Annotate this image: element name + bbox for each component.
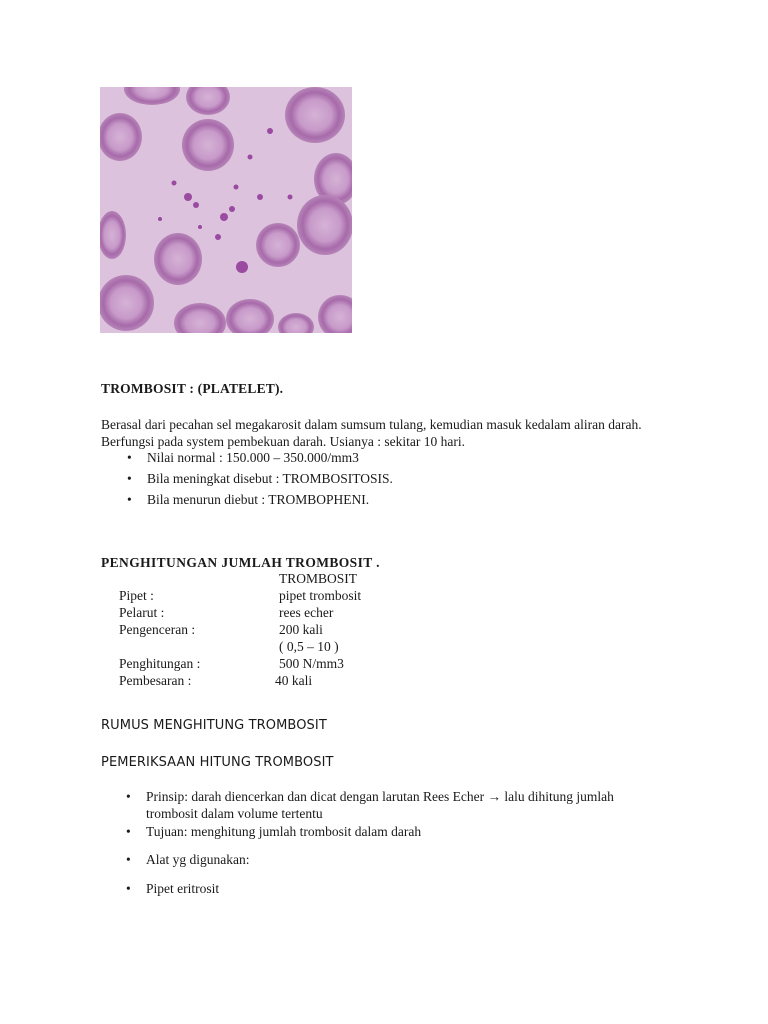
row-value: rees echer [279, 605, 334, 620]
bullet-icon: • [127, 471, 132, 486]
row-label: Pengenceran : [119, 622, 196, 637]
row-label: Pipet : [119, 588, 154, 603]
bullet-icon: • [126, 852, 131, 867]
row-value: pipet trombosit [279, 588, 362, 603]
row-value: 40 kali [275, 673, 313, 688]
document-page: TROMBOSIT : (PLATELET). Berasal dari pecahan sel megakarosit dalam sumsum tulang, kemudian masuk kedalam aliran darah. Berfungsi pada system pembekuan darah. Usianya : sekitar 10 hari. • Nilai normal : 150.000 – 350.000/mm3 • Bila meningkat disebut : TROMBOSITOSIS. • Bila menurun diebut : TROMBOPHENI. PENGHITUNGAN JUMLAH TROMBOSIT . TROMBOSIT Pipet : pipet trombosit Pelarut : rees echer Pengenceran : 200 kali ( 0,5 – 10 ) Penghitungan : 500 N/mm3 Pembesaran : 40 kali RUMUS MENGHITUNG TROMBOSIT PEMERIKSAAN HITUNG TROMBOSIT • Prinsip: darah diencerkan dan dicat dengan larutan Rees Echer → lalu dihitung jumlah trombosit dalam volume tertentu • Tujuan: menghitung jumlah trombosit dalam darah • Alat yg digunakan: • Pipet eritrosit [0, 0, 768, 1024]
blood-smear-illustration [100, 87, 352, 333]
row-label: Penghitungan : [119, 656, 201, 671]
row-label: Pembesaran : [119, 673, 192, 688]
section-title-trombosit: TROMBOSIT : (PLATELET). [101, 381, 284, 396]
bullet-icon: • [127, 492, 132, 507]
section-title-penghitungan: PENGHITUNGAN JUMLAH TROMBOSIT . [101, 555, 380, 570]
heading-rumus: RUMUS MENGHITUNG TROMBOSIT [101, 718, 327, 733]
row-value: ( 0,5 – 10 ) [279, 639, 339, 654]
column-header: TROMBOSIT [279, 571, 358, 586]
bullet-icon: • [126, 881, 131, 896]
bullet-icon: • [127, 450, 132, 465]
row-value: 500 N/mm3 [279, 656, 344, 671]
row-label: Pelarut : [119, 605, 165, 620]
heading-pemeriksaan: PEMERIKSAAN HITUNG TROMBOSIT [101, 755, 334, 770]
platelet-microscope-image [100, 87, 352, 333]
bullet-icon: • [126, 789, 131, 804]
bullet-icon: • [126, 824, 131, 839]
description-paragraph: Berasal dari pecahan sel megakarosit dalam sumsum tulang, kemudian masuk kedalam aliran darah. Berfungsi pada system pembekuan darah. Usianya : sekitar 10 hari. [101, 417, 642, 449]
row-value: 200 kali [279, 622, 323, 637]
